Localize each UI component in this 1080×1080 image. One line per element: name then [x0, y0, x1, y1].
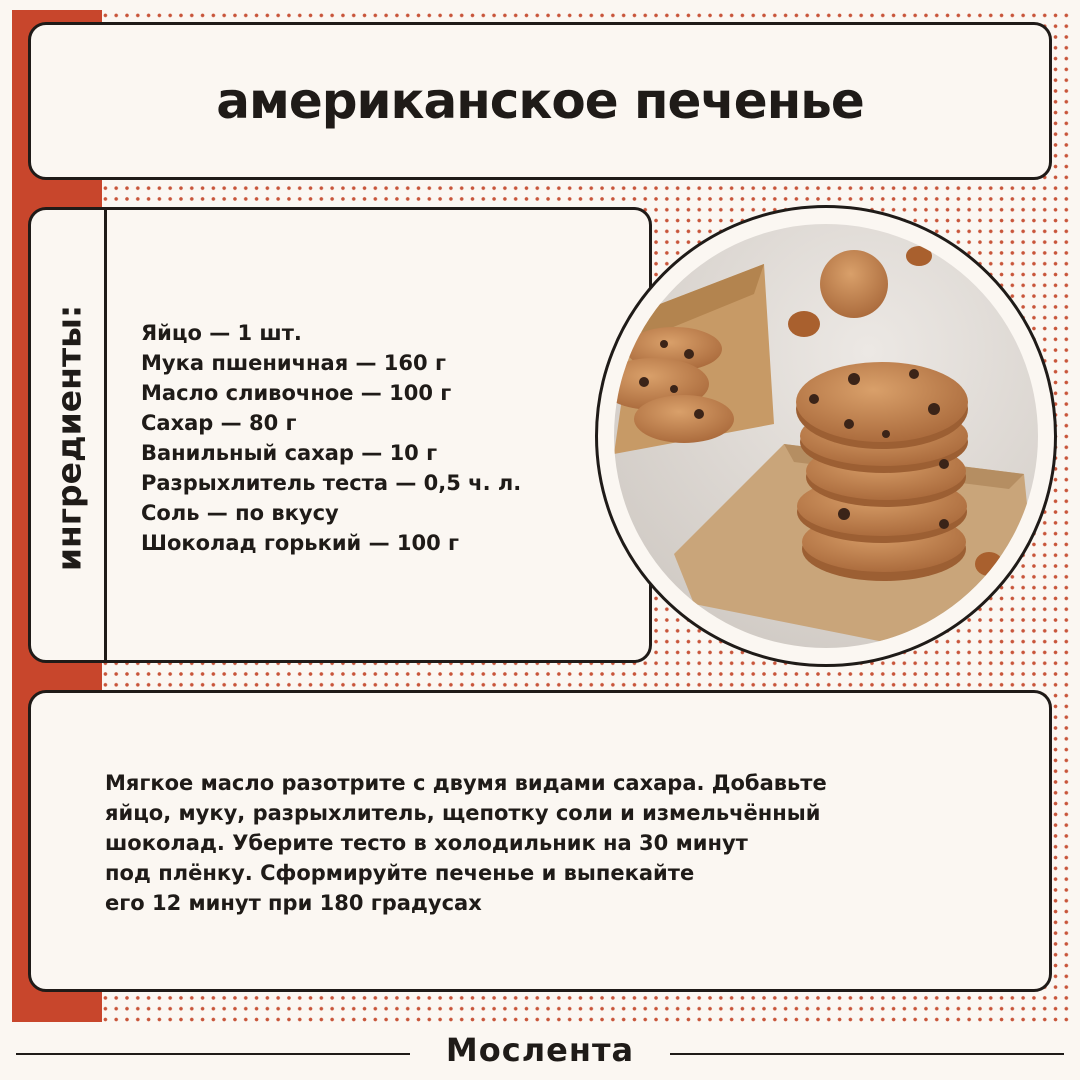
- instruction-line: шоколад. Уберите тесто в холодильник на 30 минут: [105, 831, 748, 855]
- cookies-photo: [614, 224, 1038, 648]
- page-title: американское печенье: [216, 72, 864, 130]
- ingredient-item: Шоколад горький — 100 г: [141, 531, 460, 555]
- ingredient-item: Разрыхлитель теста — 0,5 ч. л.: [141, 471, 522, 495]
- instruction-line: его 12 минут при 180 градусах: [105, 891, 482, 915]
- ingredient-item: Соль — по вкусу: [141, 501, 339, 525]
- instruction-line: под плёнку. Сформируйте печенье и выпекайте: [105, 861, 695, 885]
- footer-rule-right: [670, 1053, 1064, 1055]
- ingredients-card: [28, 207, 652, 663]
- instructions-text: [105, 768, 827, 918]
- footer-rule-left: [16, 1053, 410, 1055]
- brand-logo: Мослента: [445, 1031, 635, 1069]
- instruction-line: яйцо, муку, разрыхлитель, щепотку соли и измельчённый: [105, 801, 821, 825]
- ingredients-list: [141, 318, 521, 558]
- instruction-line: Мягкое масло разотрите с двумя видами сахара. Добавьте: [105, 771, 827, 795]
- ingredient-item: Яйцо — 1 шт.: [141, 321, 302, 345]
- ingredient-item: Сахар — 80 г: [141, 411, 297, 435]
- ingredient-item: Масло сливочное — 100 г: [141, 381, 452, 405]
- cookies-illustration: [614, 224, 1038, 648]
- instructions-card: [28, 690, 1052, 992]
- title-card: [28, 22, 1052, 180]
- ingredients-heading: ингредиенты:: [49, 304, 89, 572]
- ingredients-divider: [104, 210, 107, 660]
- ingredient-item: Ванильный сахар — 10 г: [141, 441, 438, 465]
- ingredient-item: Мука пшеничная — 160 г: [141, 351, 446, 375]
